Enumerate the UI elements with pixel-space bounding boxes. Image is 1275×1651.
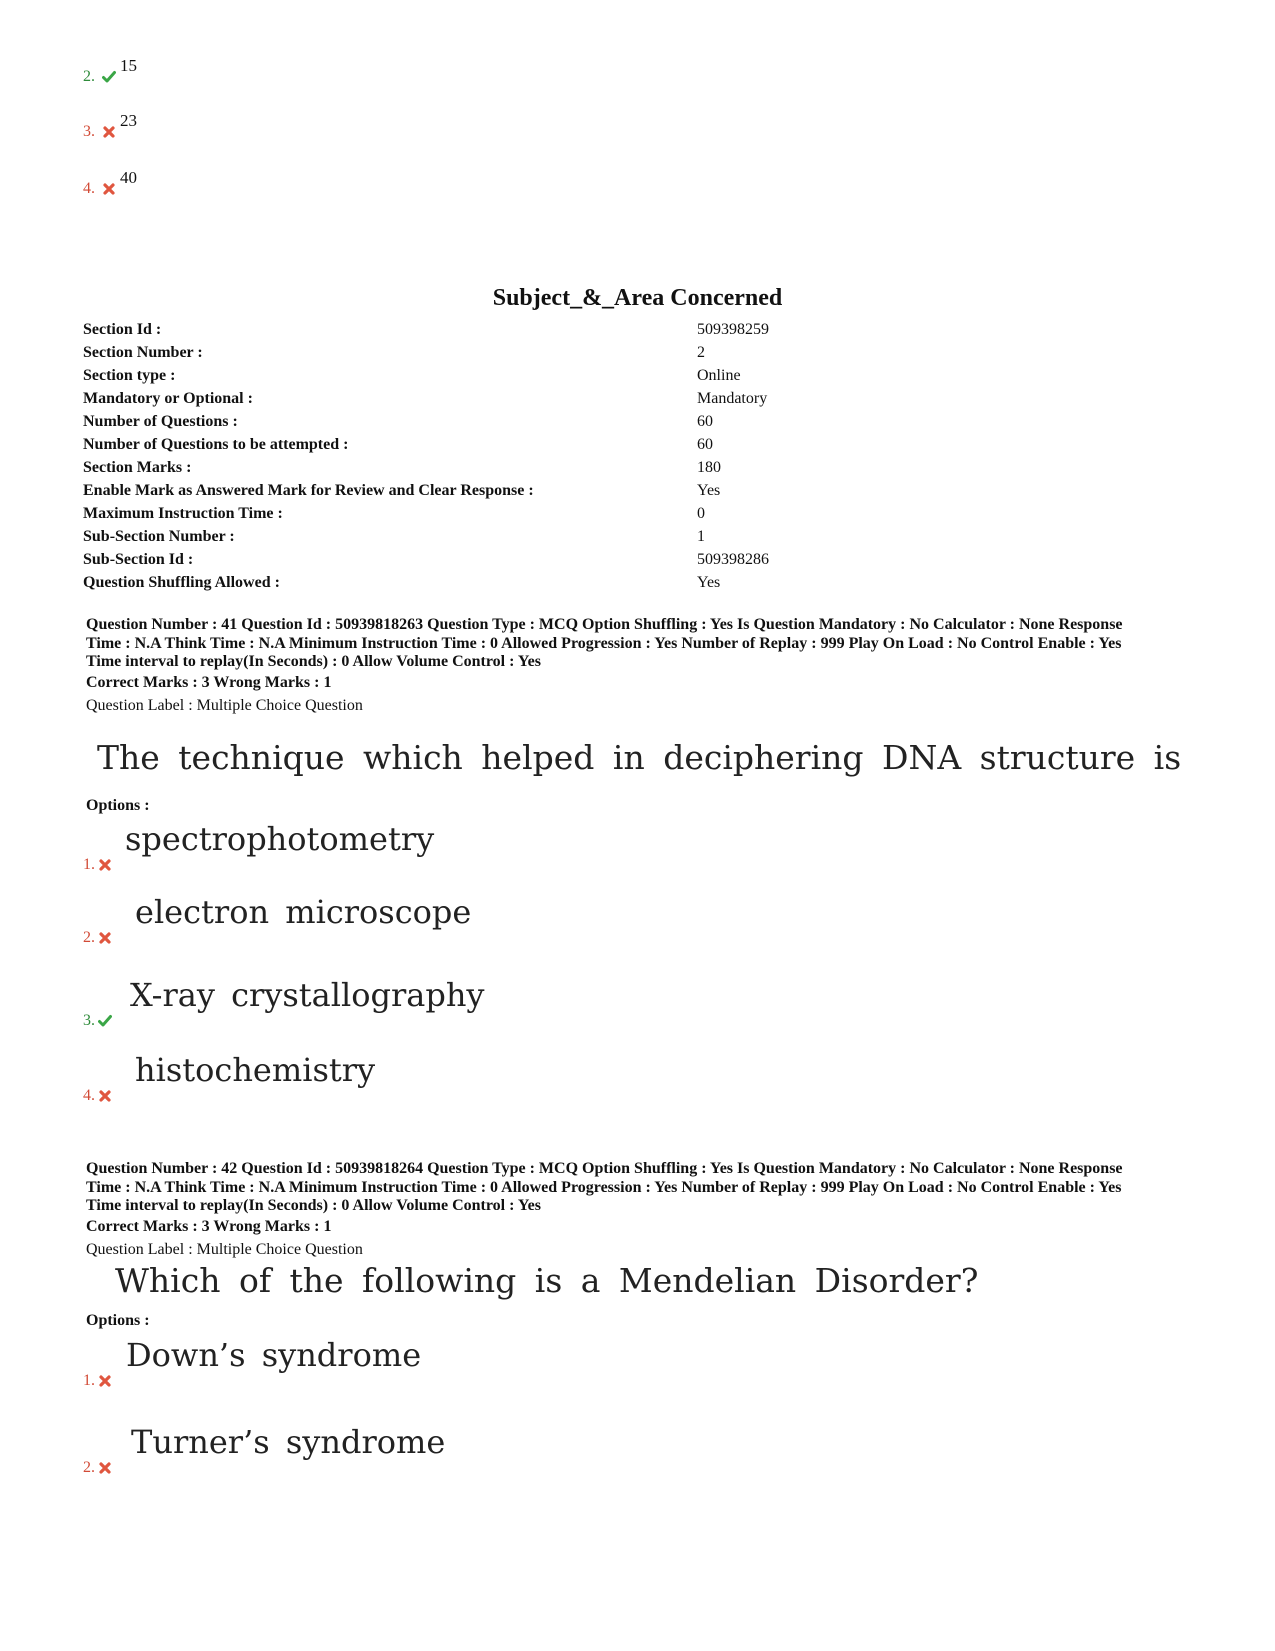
option-number: 4. <box>83 1087 95 1104</box>
info-label: Number of Questions to be attempted : <box>83 436 349 453</box>
option-marker <box>83 929 112 947</box>
info-row <box>83 548 1183 571</box>
option-marker <box>83 1087 112 1105</box>
info-label: Sub-Section Number : <box>83 528 235 545</box>
option-text: Down’s syndrome <box>126 1336 422 1374</box>
info-row <box>83 525 1183 548</box>
option-number: 2. <box>83 929 95 946</box>
info-row <box>83 318 1183 341</box>
question-42-text: Which of the following is a Mendelian Disorder? <box>115 1261 979 1300</box>
question-41-text: The technique which helped in deciphering DNA structure is <box>97 738 1182 777</box>
option-text: histochemistry <box>135 1051 376 1089</box>
question-42-marks: Correct Marks : 3 Wrong Marks : 1 <box>86 1218 332 1235</box>
info-value: 60 <box>697 436 713 453</box>
question-41-marks: Correct Marks : 3 Wrong Marks : 1 <box>86 674 332 691</box>
info-value: Mandatory <box>697 390 768 407</box>
option-number: 1. <box>83 1372 95 1389</box>
info-value: Yes <box>697 482 721 499</box>
info-label: Maximum Instruction Time : <box>83 505 283 522</box>
wrong-cross-icon <box>98 858 112 872</box>
option-text: electron microscope <box>135 893 472 931</box>
info-row <box>83 341 1183 364</box>
meta-line: Time interval to replay(In Seconds) : 0 Allow Volume Control : Yes <box>86 653 541 670</box>
wrong-cross-icon <box>98 1461 112 1475</box>
option-value: 23 <box>120 111 137 130</box>
prev-option-3 <box>83 111 137 141</box>
info-row <box>83 571 1183 594</box>
info-row <box>83 387 1183 410</box>
option-marker <box>83 1012 112 1030</box>
question-41-label: Question Label : Multiple Choice Question <box>86 697 363 714</box>
info-value: 509398259 <box>697 321 769 338</box>
question-42-label: Question Label : Multiple Choice Question <box>86 1241 363 1258</box>
section-info-table <box>83 318 1183 594</box>
option-number: 2. <box>83 1459 95 1476</box>
option-number: 3. <box>83 123 95 140</box>
info-label: Section Number : <box>83 344 203 361</box>
option-number: 3. <box>83 1012 95 1029</box>
wrong-cross-icon <box>102 182 116 196</box>
wrong-cross-icon <box>98 1089 112 1103</box>
info-label: Section Marks : <box>83 459 192 476</box>
meta-line: Time interval to replay(In Seconds) : 0 Allow Volume Control : Yes <box>86 1197 541 1214</box>
option-number: 1. <box>83 856 95 873</box>
option-marker <box>83 1459 112 1477</box>
info-value: 180 <box>697 459 721 476</box>
info-label: Number of Questions : <box>83 413 238 430</box>
option-number: 4. <box>83 180 95 197</box>
correct-check-icon <box>98 1014 112 1028</box>
info-label: Section type : <box>83 367 176 384</box>
option-marker <box>83 856 112 874</box>
meta-line: Question Number : 41 Question Id : 50939818263 Question Type : MCQ Option Shuffling : Yes Is Question Mandatory : No Calculator : None Response <box>86 616 1123 633</box>
info-row <box>83 364 1183 387</box>
wrong-cross-icon <box>102 125 116 139</box>
option-value: 15 <box>120 56 137 75</box>
option-text: X-ray crystallography <box>130 976 485 1014</box>
info-row <box>83 410 1183 433</box>
info-row <box>83 456 1183 479</box>
info-label: Enable Mark as Answered Mark for Review and Clear Response : <box>83 482 534 499</box>
info-row <box>83 502 1183 525</box>
option-text: Turner’s syndrome <box>131 1423 446 1461</box>
prev-option-2 <box>83 56 137 86</box>
info-label: Sub-Section Id : <box>83 551 194 568</box>
question-42-options-label: Options : <box>86 1312 150 1329</box>
option-number: 2. <box>83 68 95 85</box>
info-row <box>83 479 1183 502</box>
info-label: Question Shuffling Allowed : <box>83 574 280 591</box>
question-42-meta <box>86 1160 1186 1216</box>
meta-line: Time : N.A Think Time : N.A Minimum Instruction Time : 0 Allowed Progression : Yes Number of Replay : 999 Play On Load : No Control Enable : Yes <box>86 1178 1122 1196</box>
meta-line: Time : N.A Think Time : N.A Minimum Instruction Time : 0 Allowed Progression : Yes Number of Replay : 999 Play On Load : No Control Enable : Yes <box>86 634 1122 652</box>
info-value: 2 <box>697 344 705 361</box>
option-text: spectrophotometry <box>125 820 435 858</box>
info-value: 60 <box>697 413 713 430</box>
wrong-cross-icon <box>98 1374 112 1388</box>
info-label: Mandatory or Optional : <box>83 390 253 407</box>
info-label: Section Id : <box>83 321 162 338</box>
info-value: 509398286 <box>697 551 769 568</box>
section-title: Subject_&_Area Concerned <box>492 285 783 311</box>
option-marker <box>83 1372 112 1390</box>
wrong-cross-icon <box>98 931 112 945</box>
correct-check-icon <box>102 70 116 84</box>
info-value: Online <box>697 367 741 384</box>
info-row <box>83 433 1183 456</box>
info-value: 1 <box>697 528 705 545</box>
prev-option-4 <box>83 168 137 198</box>
option-value: 40 <box>120 168 137 187</box>
meta-line: Question Number : 42 Question Id : 50939818264 Question Type : MCQ Option Shuffling : Yes Is Question Mandatory : No Calculator : None Response <box>86 1160 1123 1177</box>
info-value: Yes <box>697 574 721 591</box>
question-41-options-label: Options : <box>86 797 150 814</box>
info-value: 0 <box>697 505 705 522</box>
question-41-meta <box>86 616 1186 672</box>
